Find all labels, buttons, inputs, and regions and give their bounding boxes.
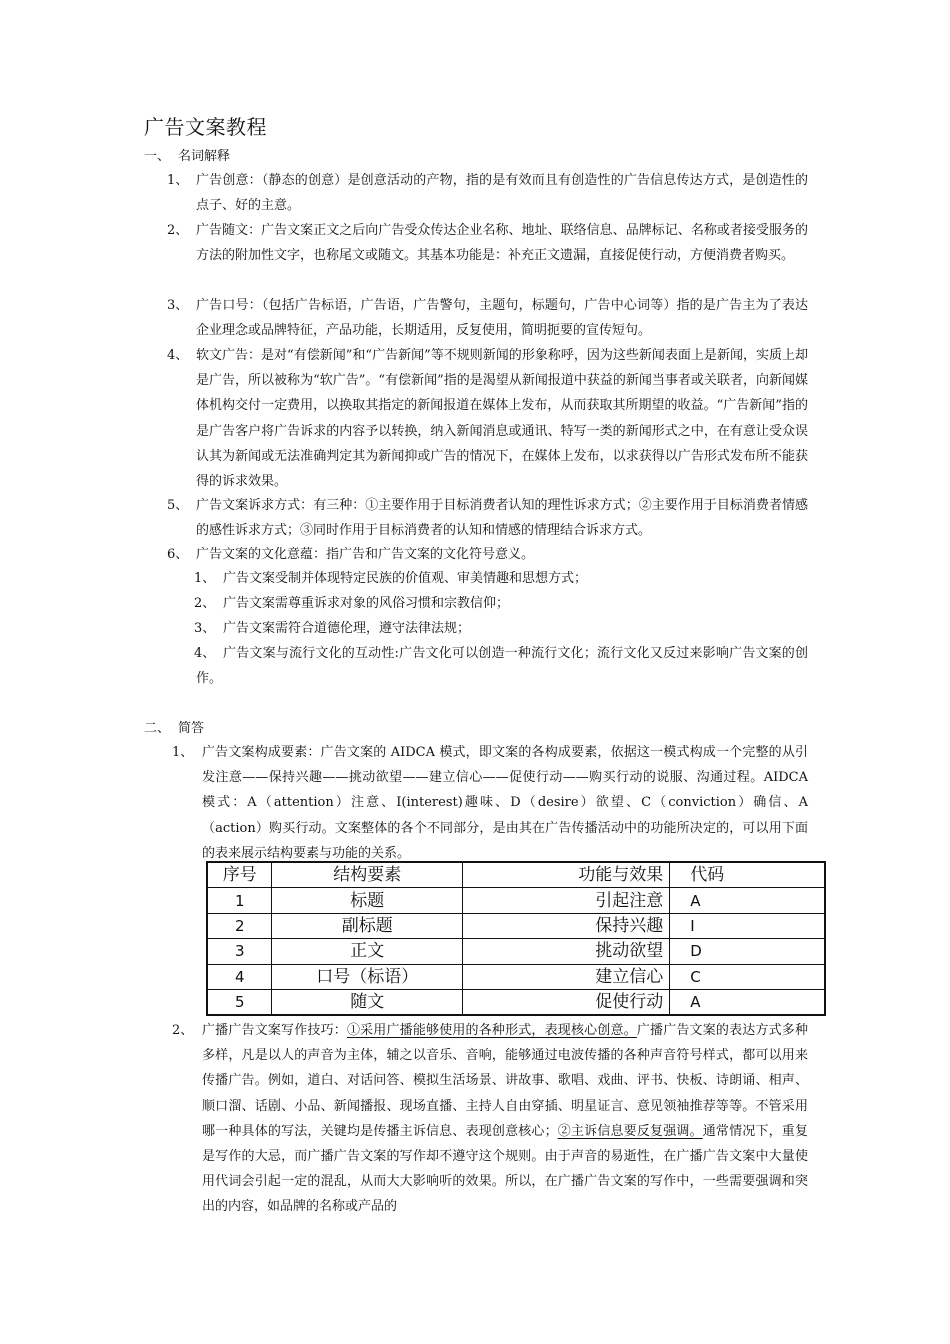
- item-text: 广告文案构成要素：广告文案的 AIDCA 模式，即文案的各构成要素，依据这一模式构成一个完整的从引发注意——保持兴趣——挑动欲望——建立信心——促使行动——购买行动的说服、沟通过程。AIDCA 模式：A（attention）注意、I(interest)趣味、D（desire）欲望、C（conviction）确信、A（action）购买行动。文案整体的各个不同部分，是由其在广告传播活动中的功能所决定的，可以用下面的表来展示结构要素与功能的关系。: [202, 745, 808, 861]
- item-text: 广告文案的文化意蕴：指广告和广告文案的文化符号意义。: [196, 547, 535, 562]
- table-cell: C: [670, 964, 825, 989]
- list-item: [167, 218, 808, 268]
- item-text: 广播广告文案的表达方式多种多样，凡是以人的声音为主体，辅之以音乐、音响，能够通过电波传播的各种声音符号样式，都可以用来传播广告。例如，道白、对话问答、模拟生活场景、讲故事、歌唱、戏曲、评书、快板、诗朗诵、相声、顺口溜、话剧、小品、新闻播报、现场直播、主持人自由穿插、明星证言、意见领袖推荐等等。不管采用哪一种具体的写法，关键均是传播主诉信息、表现创意核心；: [202, 1023, 808, 1139]
- section-2-number: 二、: [144, 721, 171, 736]
- table-row: [207, 989, 825, 1015]
- table-cell: 标题: [272, 888, 463, 913]
- item-number: 1、: [194, 571, 216, 586]
- table-cell: A: [670, 989, 825, 1015]
- section-1-title: 名词解释: [178, 149, 231, 164]
- sub-list-item: [194, 616, 808, 641]
- table-header-cell: 代码: [670, 862, 825, 888]
- table-cell: 2: [207, 913, 272, 938]
- table-row: [207, 888, 825, 913]
- list-item: [167, 542, 808, 567]
- item-number: 4、: [194, 646, 216, 661]
- table-cell: D: [670, 939, 825, 964]
- table-cell: 引起注意: [463, 888, 670, 913]
- table-row: [207, 913, 825, 938]
- item-text: 广告文案诉求方式：有三种：①主要作用于目标消费者认知的理性诉求方式；②主要作用于目标消费者情感的感性诉求方式；③同时作用于目标消费者的认知和情感的情理结合诉求方式。: [196, 498, 808, 539]
- list-item: [167, 168, 808, 218]
- sub-list-item: [196, 641, 808, 691]
- table-cell: 5: [207, 989, 272, 1015]
- section-2-title: 简答: [178, 721, 205, 736]
- table-cell: 口号（标语）: [272, 964, 463, 989]
- table-cell: 4: [207, 964, 272, 989]
- item-number: 3、: [167, 298, 189, 313]
- item-text: 广告随文：广告文案正文之后向广告受众传达企业名称、地址、联络信息、品牌标记、名称或者接受服务的方法的附加性文字，也称尾文或随文。其基本功能是：补充正文遗漏，直接促使行动，方便消费者购买。: [196, 223, 808, 264]
- item-text: 通常情况下，重复是写作的大忌，而广播广告文案的写作却不遵守这个规则。由于声音的易逝性，在广播广告文案中大量使用代词会引起一定的混乱，从而大大影响听的效果。所以，在广播广告文案的写作中，一些需要强调和突出的内容，如品牌的名称或产品的: [202, 1123, 808, 1215]
- table-header-cell: 序号: [207, 862, 272, 888]
- item-text: 广告文案需尊重诉求对象的风俗习惯和宗教信仰；: [223, 596, 510, 611]
- table-cell: I: [670, 913, 825, 938]
- table-cell: 挑动欲望: [463, 939, 670, 964]
- item-text: 广告文案需符合道德伦理，遵守法律法规；: [223, 621, 471, 636]
- item-lead: 广播广告文案写作技巧：: [202, 1023, 347, 1038]
- item-number: 5、: [167, 498, 189, 513]
- table-cell: 1: [207, 888, 272, 913]
- item-number: 3、: [194, 621, 216, 636]
- section-1-number: 一、: [144, 149, 171, 164]
- list-item: [167, 343, 808, 494]
- table-header-cell: 结构要素: [272, 862, 463, 888]
- item-number: 4、: [167, 348, 189, 363]
- table-cell: 建立信心: [463, 964, 670, 989]
- item-text: 广告口号：（包括广告标语，广告语，广告警句，主题句，标题句，广告中心词等）指的是广告主为了表达企业理念或品牌特征，产品功能，长期适用，反复使用，简明扼要的宣传短句。: [196, 298, 808, 339]
- sub-list-item: [194, 566, 808, 591]
- item-text: 广告文案与流行文化的互动性:广告文化可以创造一种流行文化；流行文化又反过来影响广告文案的创作。: [196, 646, 808, 687]
- table-row: [207, 939, 825, 964]
- table-cell: 促使行动: [463, 989, 670, 1015]
- table-cell: 正文: [272, 939, 463, 964]
- table-cell: 3: [207, 939, 272, 964]
- table-cell: 副标题: [272, 913, 463, 938]
- item-text: 广告文案受制并体现特定民族的价值观、审美情趣和思想方式；: [223, 571, 588, 586]
- table-row: [207, 964, 825, 989]
- list-item: [172, 1018, 808, 1220]
- item-text: 广告创意：（静态的创意）是创意活动的产物，指的是有效而且有创造性的广告信息传达方式，是创造性的点子、好的主意。: [196, 173, 808, 214]
- sub-list-item: [194, 591, 808, 616]
- section-1-heading: [144, 148, 230, 166]
- item-number: 6、: [167, 547, 189, 562]
- section-2-heading: [144, 720, 204, 738]
- table-cell: 保持兴趣: [463, 913, 670, 938]
- underlined-point-2: ②主诉信息要反复强调。: [557, 1123, 703, 1139]
- structure-function-table: [206, 861, 826, 1016]
- list-item: [172, 740, 808, 866]
- item-number: 1、: [172, 745, 194, 760]
- item-number: 2、: [172, 1023, 194, 1038]
- list-item: [167, 293, 808, 343]
- doc-title: 广告文案教程: [144, 115, 267, 139]
- table-header-cell: 功能与效果: [463, 862, 670, 888]
- item-text: 软文广告：是对“有偿新闻”和“广告新闻”等不规则新闻的形象称呼，因为这些新闻表面上是新闻，实质上却是广告，所以被称为“软广告”。“有偿新闻”指的是渴望从新闻报道中获益的新闻当事者或关联者，向新闻媒体机构交付一定费用，以换取其指定的新闻报道在媒体上发布，从而获取其所期望的收益。“广告新闻”指的是广告客户将广告诉求的内容予以转换，纳入新闻消息或通讯、特写一类的新闻形式之中，在有意让受众误认其为新闻或无法准确判定其为新闻抑或广告的情况下，在媒体上发布，以求获得以广告形式发布所不能获得的诉求效果。: [196, 348, 808, 490]
- table-header-row: [207, 862, 825, 888]
- table-cell: A: [670, 888, 825, 913]
- table-cell: 随文: [272, 989, 463, 1015]
- item-number: 1、: [167, 173, 189, 188]
- list-item: [167, 493, 808, 543]
- item-number: 2、: [194, 596, 216, 611]
- underlined-point-1: ①采用广播能够使用的各种形式，表现核心创意。: [346, 1023, 637, 1038]
- item-number: 2、: [167, 223, 189, 238]
